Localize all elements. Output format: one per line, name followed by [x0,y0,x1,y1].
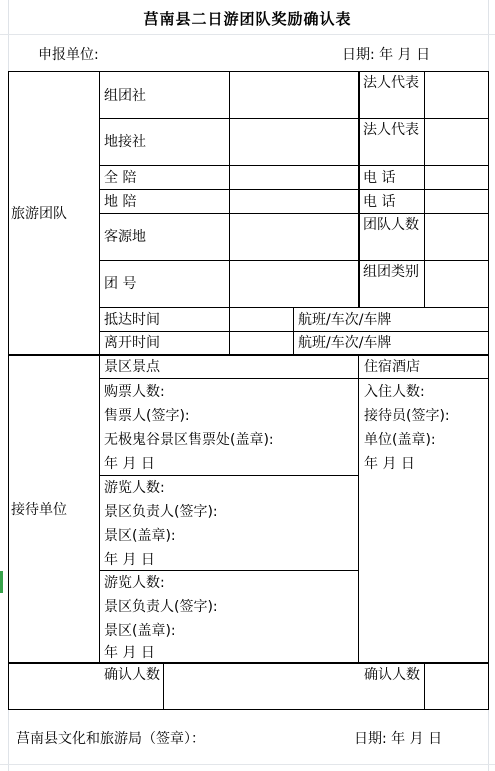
label-arrival-time: 抵达时间 [104,312,160,328]
label-hotel: 住宿酒店 [364,359,420,375]
label-organizing-agency: 组团社 [104,88,146,104]
label-unit-seal: 单位(盖章): [364,432,436,448]
label-ticket-office-seal: 无极鬼谷景区售票处(盖章): [104,432,274,448]
label-group-number: 团 号 [104,276,137,292]
label-date: 年 月 日 [104,552,155,568]
label-legal-representative: 法人代表 [363,122,419,138]
label-date: 年 月 日 [104,645,155,661]
label-bureau-seal: 莒南县文化和旅游局（签章）： [16,731,205,747]
label-scenic-spot: 景区景点 [104,359,160,375]
label-tickets-purchased: 购票人数: [104,384,165,400]
label-departure-time: 离开时间 [104,335,160,351]
label-scenic-seal: 景区(盖章): [104,528,176,544]
label-date: 年 月 日 [104,456,155,472]
sheet-gridline [0,764,495,765]
label-receiving-agency: 地接社 [104,134,146,150]
label-legal-representative: 法人代表 [363,75,419,91]
label-group-type: 组团类别 [363,264,419,280]
organizing-agency-field[interactable] [230,72,357,117]
label-visitor-count: 游览人数: [104,480,165,496]
applicant-label: 申报单位: [38,47,99,63]
confirmed-count-field[interactable] [164,663,358,709]
label-confirmed-count: 确认人数 [364,667,420,683]
section-label-tour-group: 旅游团队 [11,206,67,222]
label-phone: 电 话 [363,170,396,186]
label-phone: 电 话 [363,194,396,210]
sheet-row-marker [0,571,3,593]
label-full-escort: 全 陪 [104,170,137,186]
label-date: 年 月 日 [364,456,415,472]
label-scenic-manager-signature: 景区负责人(签字): [104,599,218,615]
label-visitor-count: 游览人数: [104,575,165,591]
sheet-gridline [0,34,495,35]
section-label-reception: 接待单位 [11,502,67,518]
label-local-escort: 地 陪 [104,194,137,210]
label-receptionist-signature: 接待员(签字): [364,408,450,424]
receiving-agency-field[interactable] [230,119,357,164]
form-title: 莒南县二日游团队奖励确认表 [143,10,352,28]
label-check-in-count: 入住人数: [364,384,425,400]
label-scenic-manager-signature: 景区负责人(签字): [104,504,218,520]
label-ticket-seller-signature: 售票人(签字): [104,408,190,424]
label-group-size: 团队人数 [363,217,419,233]
label-scenic-seal: 景区(盖章): [104,623,176,639]
date-label: 日期: 年 月 日 [342,47,431,63]
footer-date-label: 日期: 年 月 日 [354,731,443,747]
label-tourist-origin: 客源地 [104,229,146,245]
label-confirmed-count: 确认人数 [104,667,160,683]
label-flight-train-plate: 航班/车次/车牌 [298,335,392,351]
label-flight-train-plate: 航班/车次/车牌 [298,312,392,328]
